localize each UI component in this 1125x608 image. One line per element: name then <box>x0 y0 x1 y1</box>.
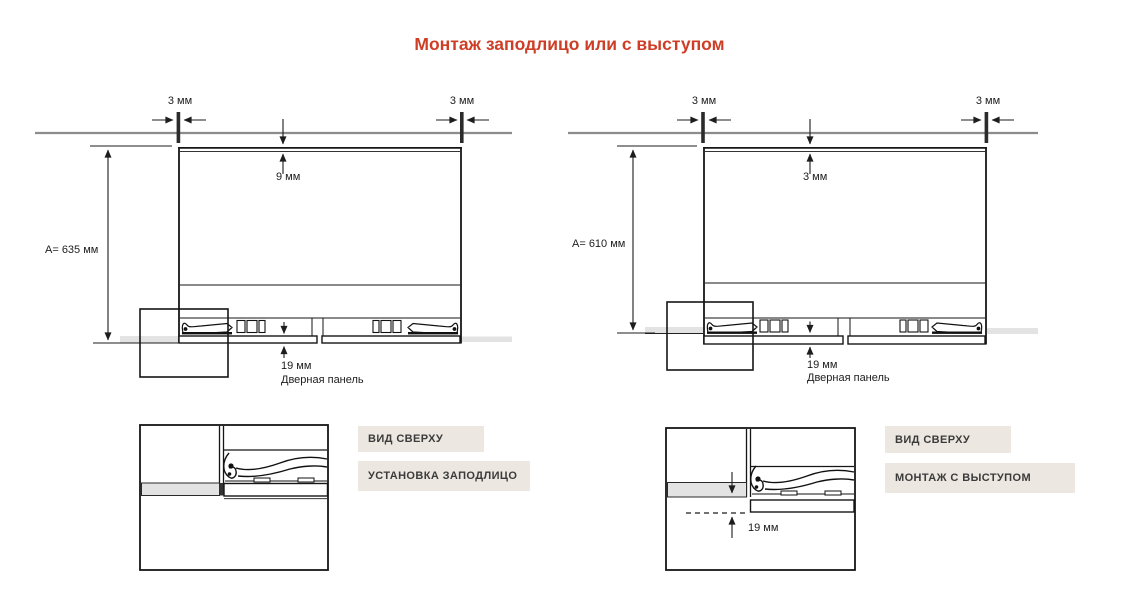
front-view-proud-drawing <box>568 112 1038 370</box>
dim-niche-height-flush: A= 635 мм <box>45 244 99 256</box>
badge-top-view-proud-label: ВИД СВЕРХУ <box>895 433 971 446</box>
dim-niche-height-proud: A= 610 мм <box>572 238 626 250</box>
badge-mode-proud <box>885 463 1075 493</box>
label-door-panel-proud: Дверная панель <box>807 372 890 384</box>
dim-panel-thickness-proud: 19 мм <box>807 359 838 371</box>
dim-top-clearance-proud: 3 мм <box>803 171 828 183</box>
dim-panel-thickness-flush: 19 мм <box>281 360 312 372</box>
page-title: Монтаж заподлицо или с выступом <box>414 34 725 54</box>
dim-top-clearance-flush: 9 мм <box>276 171 301 183</box>
top-view-flush-drawing <box>140 425 328 570</box>
dim-gap-left-flush: 3 мм <box>167 95 193 107</box>
badge-top-view-flush <box>358 426 484 452</box>
dim-gap-right-proud: 3 мм <box>975 95 1001 107</box>
badge-mode-proud-label: МОНТАЖ С ВЫСТУПОМ <box>895 472 1032 484</box>
badge-mode-flush <box>358 461 530 491</box>
top-view-proud-drawing <box>666 428 855 570</box>
dim-gap-right-flush: 3 мм <box>449 95 475 107</box>
front-view-flush-drawing <box>35 112 512 377</box>
label-door-panel-flush: Дверная панель <box>281 374 364 386</box>
badge-top-view-proud <box>885 426 1011 453</box>
badge-mode-flush-label: УСТАНОВКА ЗАПОДЛИЦО <box>368 470 518 482</box>
badge-top-view-flush-label: ВИД СВЕРХУ <box>368 433 444 445</box>
dim-gap-left-proud: 3 мм <box>691 95 717 107</box>
dim-overhang-proud: 19 мм <box>748 522 779 534</box>
